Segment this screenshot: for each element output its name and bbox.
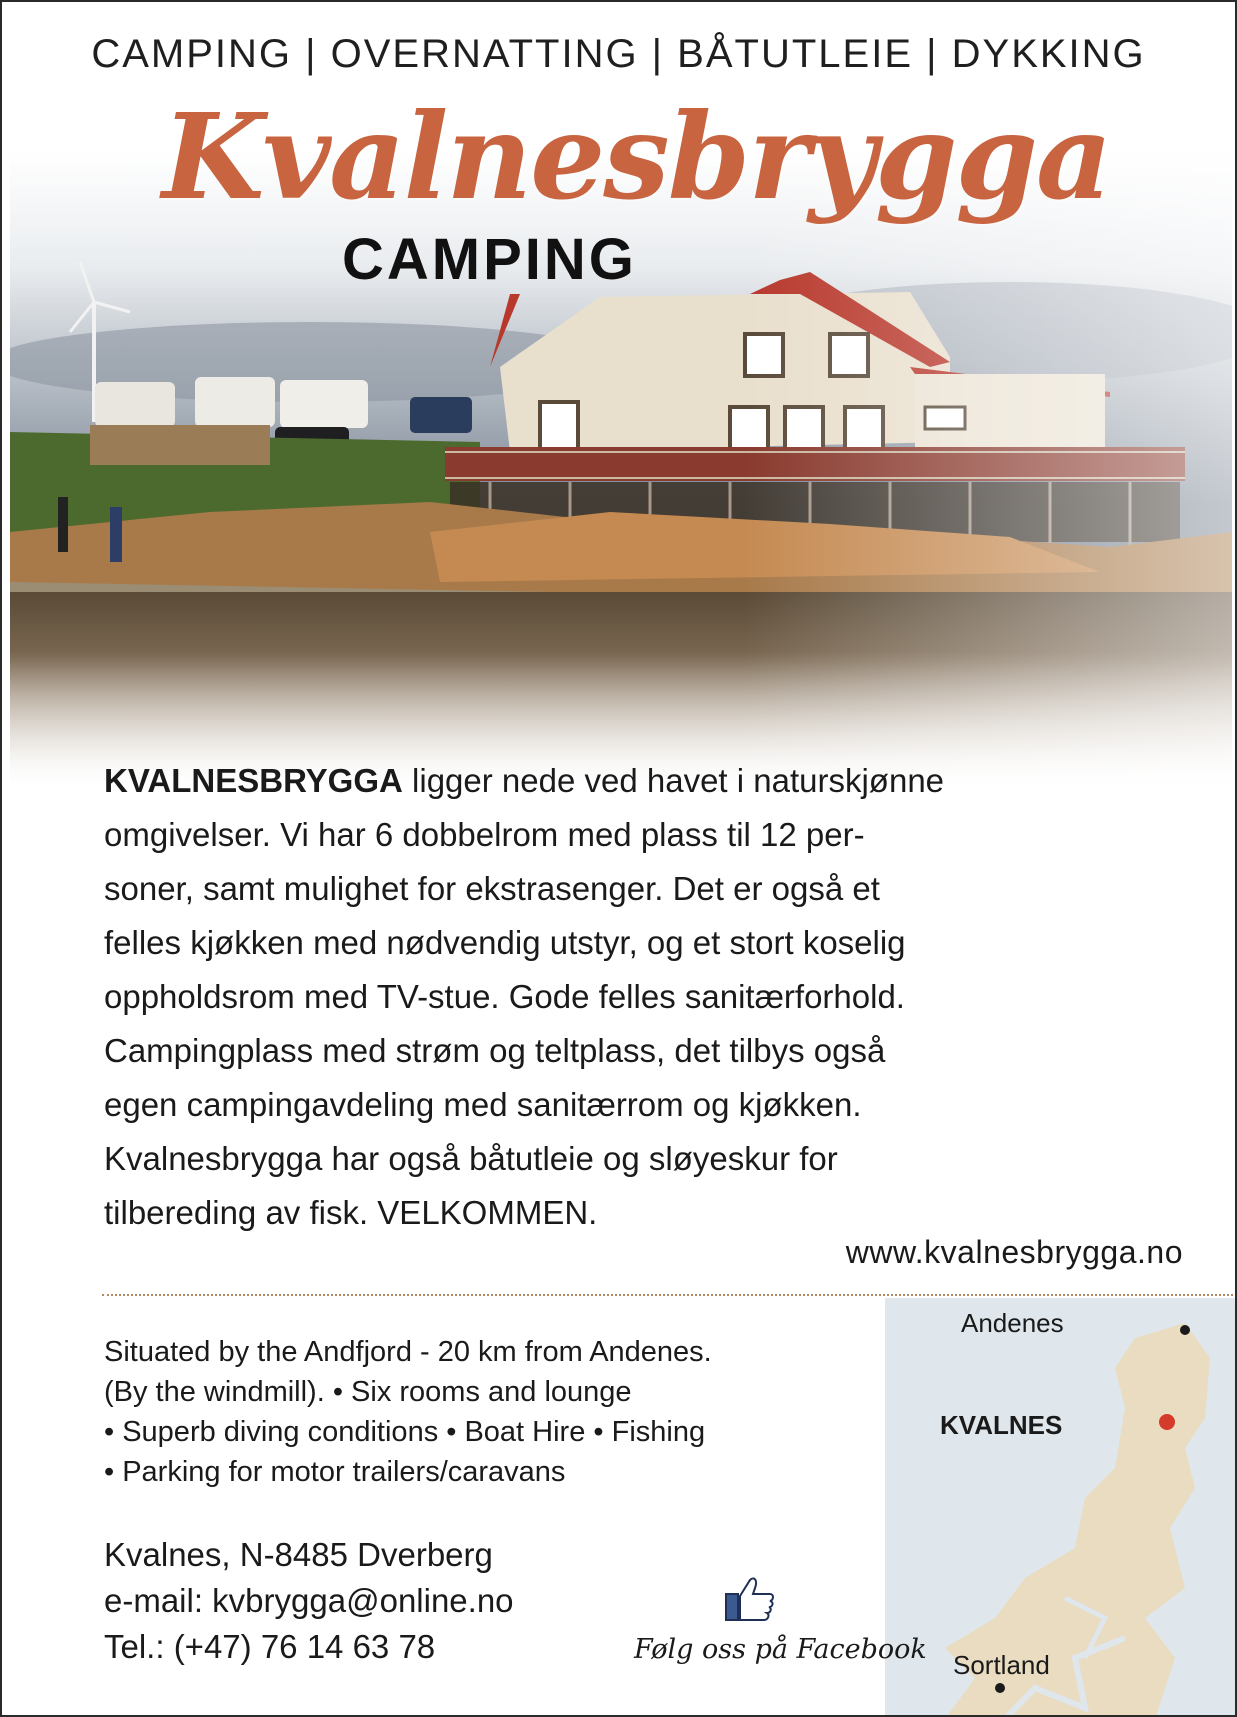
website-link[interactable]: www.kvalnesbrygga.no — [845, 1234, 1183, 1270]
location-map — [885, 1298, 1235, 1717]
description-paragraph — [104, 754, 1144, 1240]
description-line: egen campingavdeling med sanitærrom og kjøkken. — [104, 1086, 862, 1123]
thumbs-up-icon[interactable] — [724, 1574, 776, 1622]
description-lead: KVALNESBRYGGA — [104, 762, 403, 799]
english-line: (By the windmill). • Six rooms and lounge — [104, 1376, 632, 1408]
description-line: tilbereding av fisk. VELKOMMEN. — [104, 1194, 598, 1231]
description-line: soner, samt mulighet for ekstrasenger. Det er også et — [104, 870, 880, 907]
contact-phone[interactable]: Tel.: (+47) 76 14 63 78 — [104, 1628, 436, 1665]
brand-logo-script: Kvalnesbrygga — [162, 87, 1111, 226]
brand-subtitle: CAMPING — [342, 227, 637, 292]
english-line: Situated by the Andfjord - 20 km from Andenes. — [104, 1336, 712, 1368]
contact-email[interactable]: e-mail: kvbrygga@online.no — [104, 1582, 514, 1619]
english-line: • Superb diving conditions • Boat Hire • Fishing — [104, 1416, 706, 1448]
description-line: KVALNESBRYGGA ligger nede ved havet i naturskjønne — [104, 762, 945, 799]
description-line: Campingplass med strøm og teltplass, det tilbys også — [104, 1032, 886, 1069]
description-line: felles kjøkken med nødvendig utstyr, og et stort koselig — [104, 924, 906, 961]
description-line: omgivelser. Vi har 6 dobbelrom med plass til 12 per- — [104, 816, 865, 853]
english-line: • Parking for motor trailers/caravans — [104, 1456, 566, 1488]
contact-address: Kvalnes, N-8485 Dverberg — [104, 1536, 493, 1573]
english-summary — [104, 1332, 924, 1492]
map-label-kvalnes: KVALNES — [940, 1410, 1063, 1440]
description-line: Kvalnesbrygga har også båtutleie og sløyeskur for — [104, 1140, 838, 1177]
services-header: CAMPING | OVERNATTING | BÅTUTLEIE | DYKKING — [91, 32, 1146, 76]
facebook-follow-label[interactable]: Følg oss på Facebook — [634, 1634, 927, 1665]
contact-block — [104, 1532, 514, 1670]
map-label-sortland: Sortland — [953, 1650, 1050, 1680]
description-line: oppholdsrom med TV-stue. Gode felles sanitærforhold. — [104, 978, 905, 1015]
map-label-andenes: Andenes — [961, 1308, 1064, 1338]
section-divider — [102, 1294, 1237, 1296]
